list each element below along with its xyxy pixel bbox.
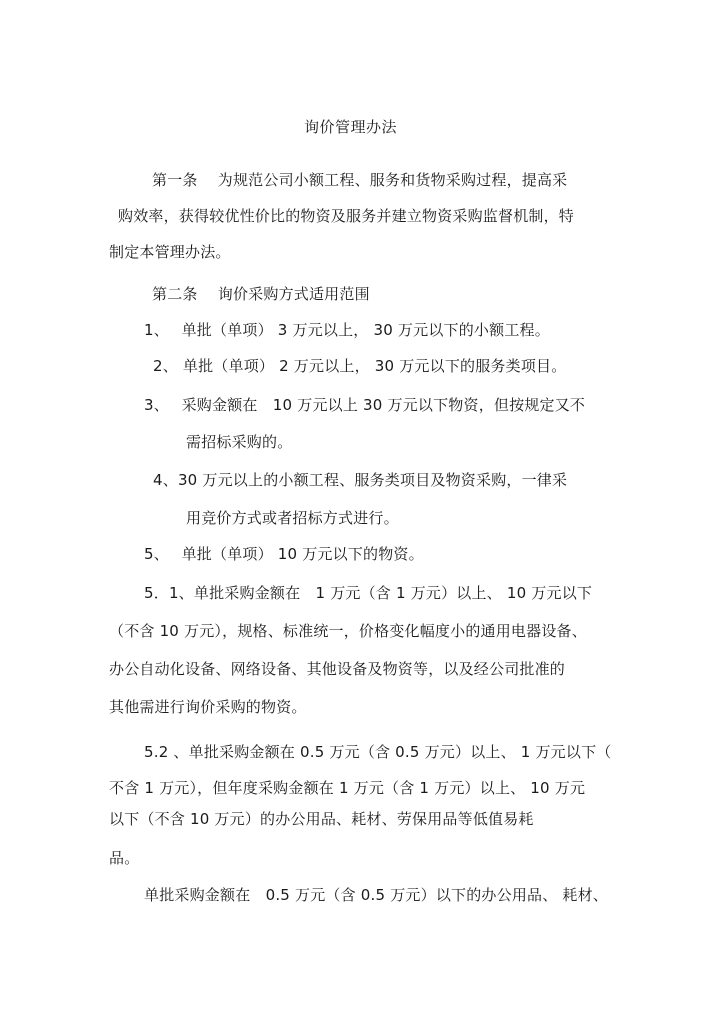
item-5-2-line-4: 品。 [109, 849, 140, 867]
item-5-2-line-3: 以下（不含 10 万元）的办公用品、耗材、劳保用品等低值易耗 [109, 810, 534, 828]
item-5: 5、 单批（单项） 10 万元以下的物资。 [144, 545, 424, 563]
item-3-line-2: 需招标采购的。 [186, 433, 293, 451]
article-1-line-2: 购效率，获得较优性价比的物资及服务并建立物资采购监督机制，特 [118, 207, 575, 225]
document-title: 询价管理办法 [304, 118, 398, 136]
item-5-1-line-2: （不含 10 万元），规格、标准统一，价格变化幅度小的通用电器设备、 [109, 622, 587, 640]
item-3-line-1: 3、 采购金额在 10 万元以上 30 万元以下物资，但按规定又不 [144, 396, 586, 414]
item-5-2-line-1: 5.2 、单批采购金额在 0.5 万元（含 0.5 万元）以上、 1 万元以下（ [144, 743, 612, 761]
paragraph-tail-line: 单批采购金额在 0.5 万元（含 0.5 万元）以下的办公用品、 耗材、 [144, 886, 608, 904]
item-5-1-line-1: 5．1、单批采购金额在 1 万元（含 1 万元）以上、 10 万元以下 [144, 584, 593, 602]
item-4-line-2: 用竞价方式或者招标方式进行。 [186, 509, 399, 527]
item-5-2-line-2: 不含 1 万元），但年度采购金额在 1 万元（含 1 万元）以上、 10 万元 [109, 779, 586, 797]
item-5-1-line-3: 办公自动化设备、网络设备、其他设备及物资等，以及经公司批准的 [109, 660, 566, 678]
item-2: 2、 单批（单项） 2 万元以上， 30 万元以下的服务类项目。 [153, 357, 567, 375]
item-4-line-1: 4、30 万元以上的小额工程、服务类项目及物资采购，一律采 [153, 471, 568, 489]
article-1-line-3: 制定本管理办法。 [109, 243, 231, 261]
item-5-1-line-4: 其他需进行询价采购的物资。 [109, 698, 307, 716]
article-1-line-1: 第一条 为规范公司小额工程、服务和货物采购过程，提高采 [152, 171, 568, 189]
article-2-heading: 第二条 询价采购方式适用范围 [152, 285, 370, 303]
item-1: 1、 单批（单项） 3 万元以上， 30 万元以下的小额工程。 [144, 321, 550, 339]
